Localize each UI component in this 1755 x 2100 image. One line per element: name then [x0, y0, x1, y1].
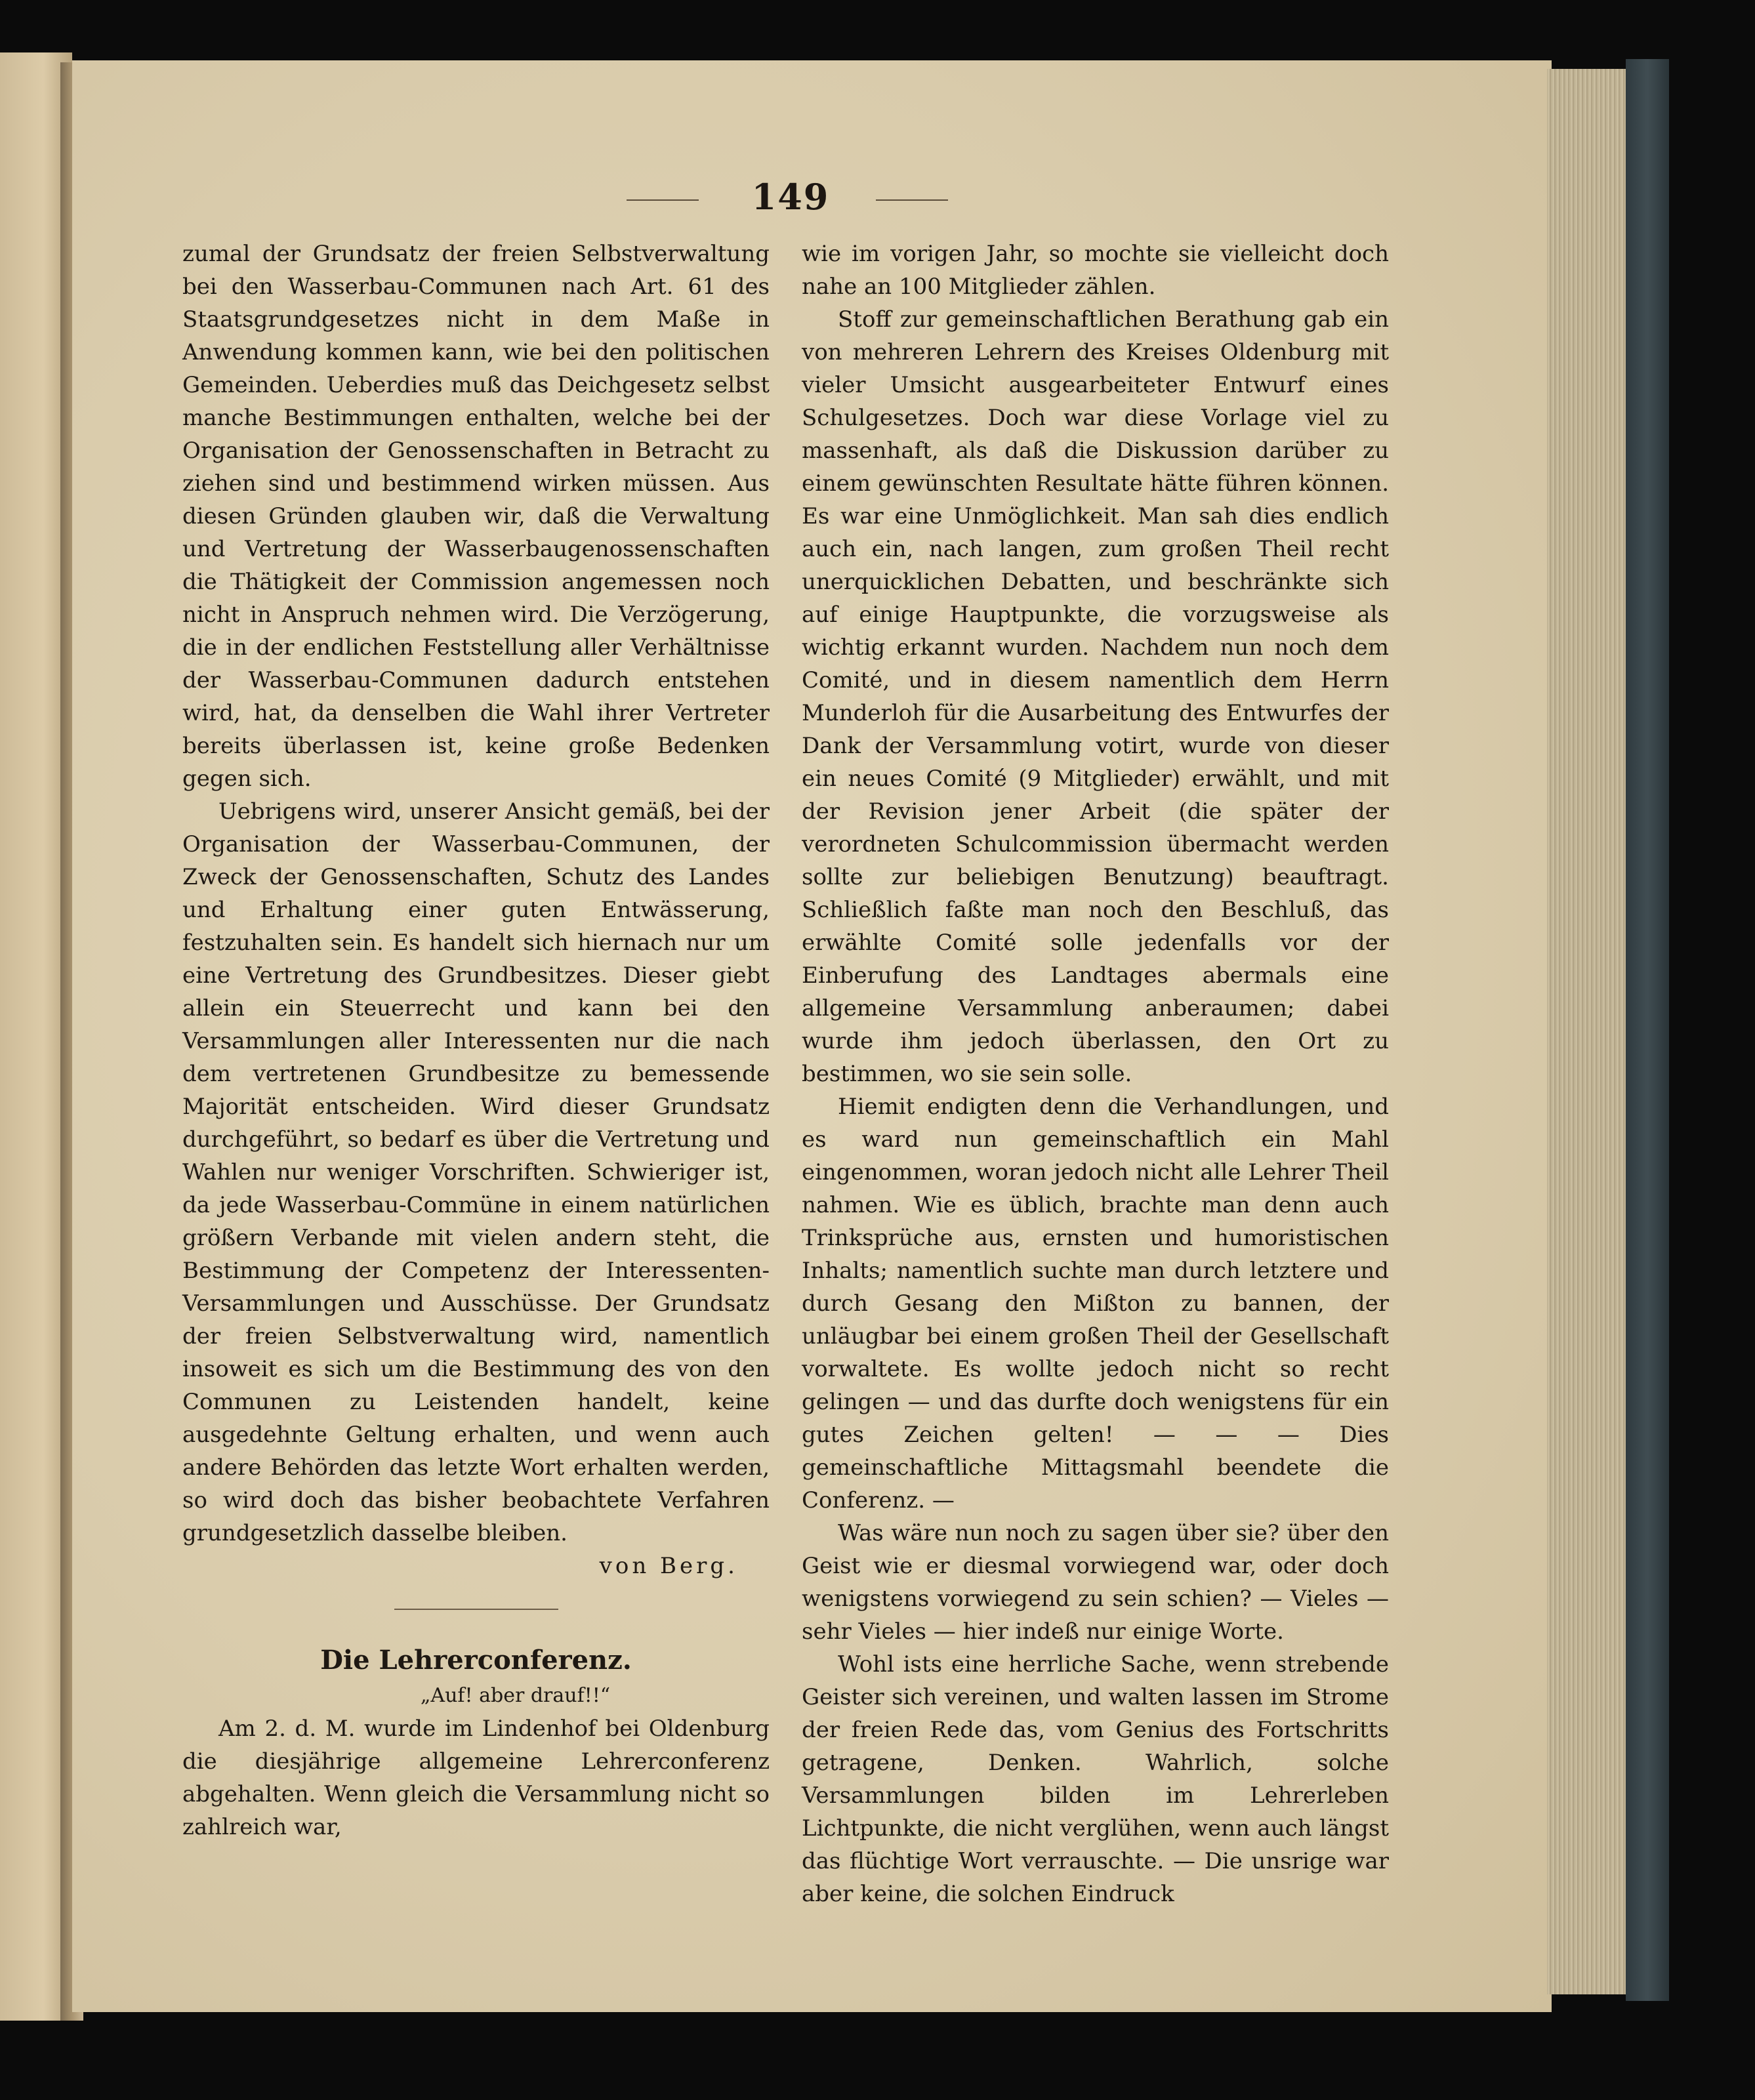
- right-column: [802, 237, 1389, 1910]
- book-cover-edge: [1626, 59, 1669, 2001]
- header-rule-right: [876, 199, 948, 201]
- paragraph: Was wäre nun noch zu sagen über sie? über den Geist wie er diesmal vorwiegend war, oder doch wenigstens vorwiegend zu sein schien? — Vieles — sehr Vieles — hier indeß nur einige Worte.: [802, 1520, 1389, 1645]
- article-motto: „Auf! aber drauf!!“: [420, 1684, 611, 1707]
- header-rule-left: [627, 199, 699, 201]
- page-edges: [1547, 69, 1629, 1994]
- paragraph: Stoff zur gemeinschaftlichen Berathung gab ein von mehreren Lehrern des Kreises Oldenburg mit vieler Umsicht ausgearbeiteter Entwurf eines Schulgesetzes. Doch war diese Vorlage viel zu massenhaft, als daß die Diskussion darüber zu einem gewünschten Resultate hätte führen können. Es war eine Unmöglichkeit. Man sah dies endlich auch ein, nach langen, zum großen Theil recht unerquicklichen Debatten, und beschränkte sich auf einige Hauptpunkte, die vorzugsweise als wichtig erkannt wurden. Nachdem nun noch dem Comité, und in diesem namentlich dem Herrn Munderloh für die Ausarbeitung des Entwurfes der Dank der Versammlung votirt, wurde von dieser ein neues Comité (9 Mitglieder) erwählt, und mit der Revision jener Arbeit (die später der verordneten Schulcommission übermacht werden sollte zur beliebigen Benutzung) beauftragt. Schließlich faßte man noch den Beschluß, das erwählte Comité solle jedenfalls vor der Einberufung des Landtages abermals eine allgemeine Versammlung anberaumen; dabei wurde ihm jedoch überlassen, den Ort zu bestimmen, wo sie sein solle.: [802, 306, 1389, 1087]
- paragraph: Hiemit endigten denn die Verhandlungen, und es ward nun gemeinschaftlich ein Mahl eingenommen, woran jedoch nicht alle Lehrer Theil nahmen. Wie es üblich, brachte man denn auch Trinksprüche aus, ernsten und humoristischen Inhalts; namentlich suchte man durch letztere und durch Gesang den Mißton zu bannen, der unläugbar bei einem großen Theil der Gesellschaft vorwaltete. Es wollte jedoch nicht so recht gelingen — und das durfte doch wenigstens für ein gutes Zeichen gelten! — — — Dies gemeinschaftliche Mittagsmahl beendete die Conferenz. —: [802, 1094, 1389, 1513]
- article-title: Die Lehrerconferenz.: [320, 1645, 632, 1676]
- paragraph: zumal der Grundsatz der freien Selbstverwaltung bei den Wasserbau-Communen nach Art. 61 des Staatsgrundgesetzes nicht in dem Maße in Anwendung kommen kann, wie bei den politischen Gemeinden. Ueberdies muß das Deichgesetz selbst manche Bestimmungen enthalten, welche bei der Organisation der Genossenschaften in Betracht zu ziehen sind und bestimmend wirken müssen. Aus diesen Gründen glauben wir, daß die Verwaltung und Vertretung der Wasserbaugenossenschaften die Thätigkeit der Commission angemessen noch nicht in Anspruch nehmen wird. Die Verzögerung, die in der endlichen Feststellung aller Verhältnisse der Wasserbau-Communen dadurch entstehen wird, hat, da denselben die Wahl ihrer Vertreter bereits überlassen ist, keine große Bedenken gegen sich.: [182, 241, 770, 792]
- paragraph: Uebrigens wird, unserer Ansicht gemäß, bei der Organisation der Wasserbau-Communen, der Zweck der Genossenschaften, Schutz des Landes und Erhaltung einer guten Entwässerung, festzuhalten sein. Es handelt sich hiernach nur um eine Vertretung des Grundbesitzes. Dieser giebt allein ein Steuerrecht und kann bei den Versammlungen aller Interessenten nur die nach dem vertretenen Grundbesitze zu bemessende Majorität entscheiden. Wird dieser Grundsatz durchgeführt, so bedarf es über die Vertretung und Wahlen nur weniger Vorschriften. Schwieriger ist, da jede Wasserbau-Commüne in einem natürlichen größern Verbande mit vielen andern steht, die Bestimmung der Competenz der Interessenten-Versammlungen und Ausschüsse. Der Grundsatz der freien Selbstverwaltung wird, namentlich insoweit es sich um die Bestimmung des von den Communen zu Leistenden handelt, keine ausgedehnte Geltung erhalten, und wenn auch andere Behörden das letzte Wort erhalten werden, so wird doch das bisher beobachtete Verfahren grundgesetzlich dasselbe bleiben.: [182, 798, 770, 1546]
- paragraph: Am 2. d. M. wurde im Lindenhof bei Oldenburg die diesjährige allgemeine Lehrerconferenz abgehalten. Wenn gleich die Versammlung nicht so zahlreich war,: [182, 1716, 770, 1840]
- left-column: [182, 237, 770, 1843]
- author-signature: von Berg.: [599, 1553, 738, 1579]
- paragraph: wie im vorigen Jahr, so mochte sie vielleicht doch nahe an 100 Mitglieder zählen.: [802, 241, 1389, 300]
- page-number: 149: [751, 176, 830, 218]
- section-separator: [394, 1609, 558, 1610]
- page-header: [627, 176, 955, 222]
- paragraph: Wohl ists eine herrliche Sache, wenn strebende Geister sich vereinen, und walten lassen im Strome der freien Rede das, vom Genius des Fortschritts getragene, Denken. Wahrlich, solche Versammlungen bilden im Lehrerleben Lichtpunkte, die nicht verglühen, wenn auch längst das flüchtige Wort verrauschte. — Die unsrige war aber keine, die solchen Eindruck: [802, 1651, 1389, 1907]
